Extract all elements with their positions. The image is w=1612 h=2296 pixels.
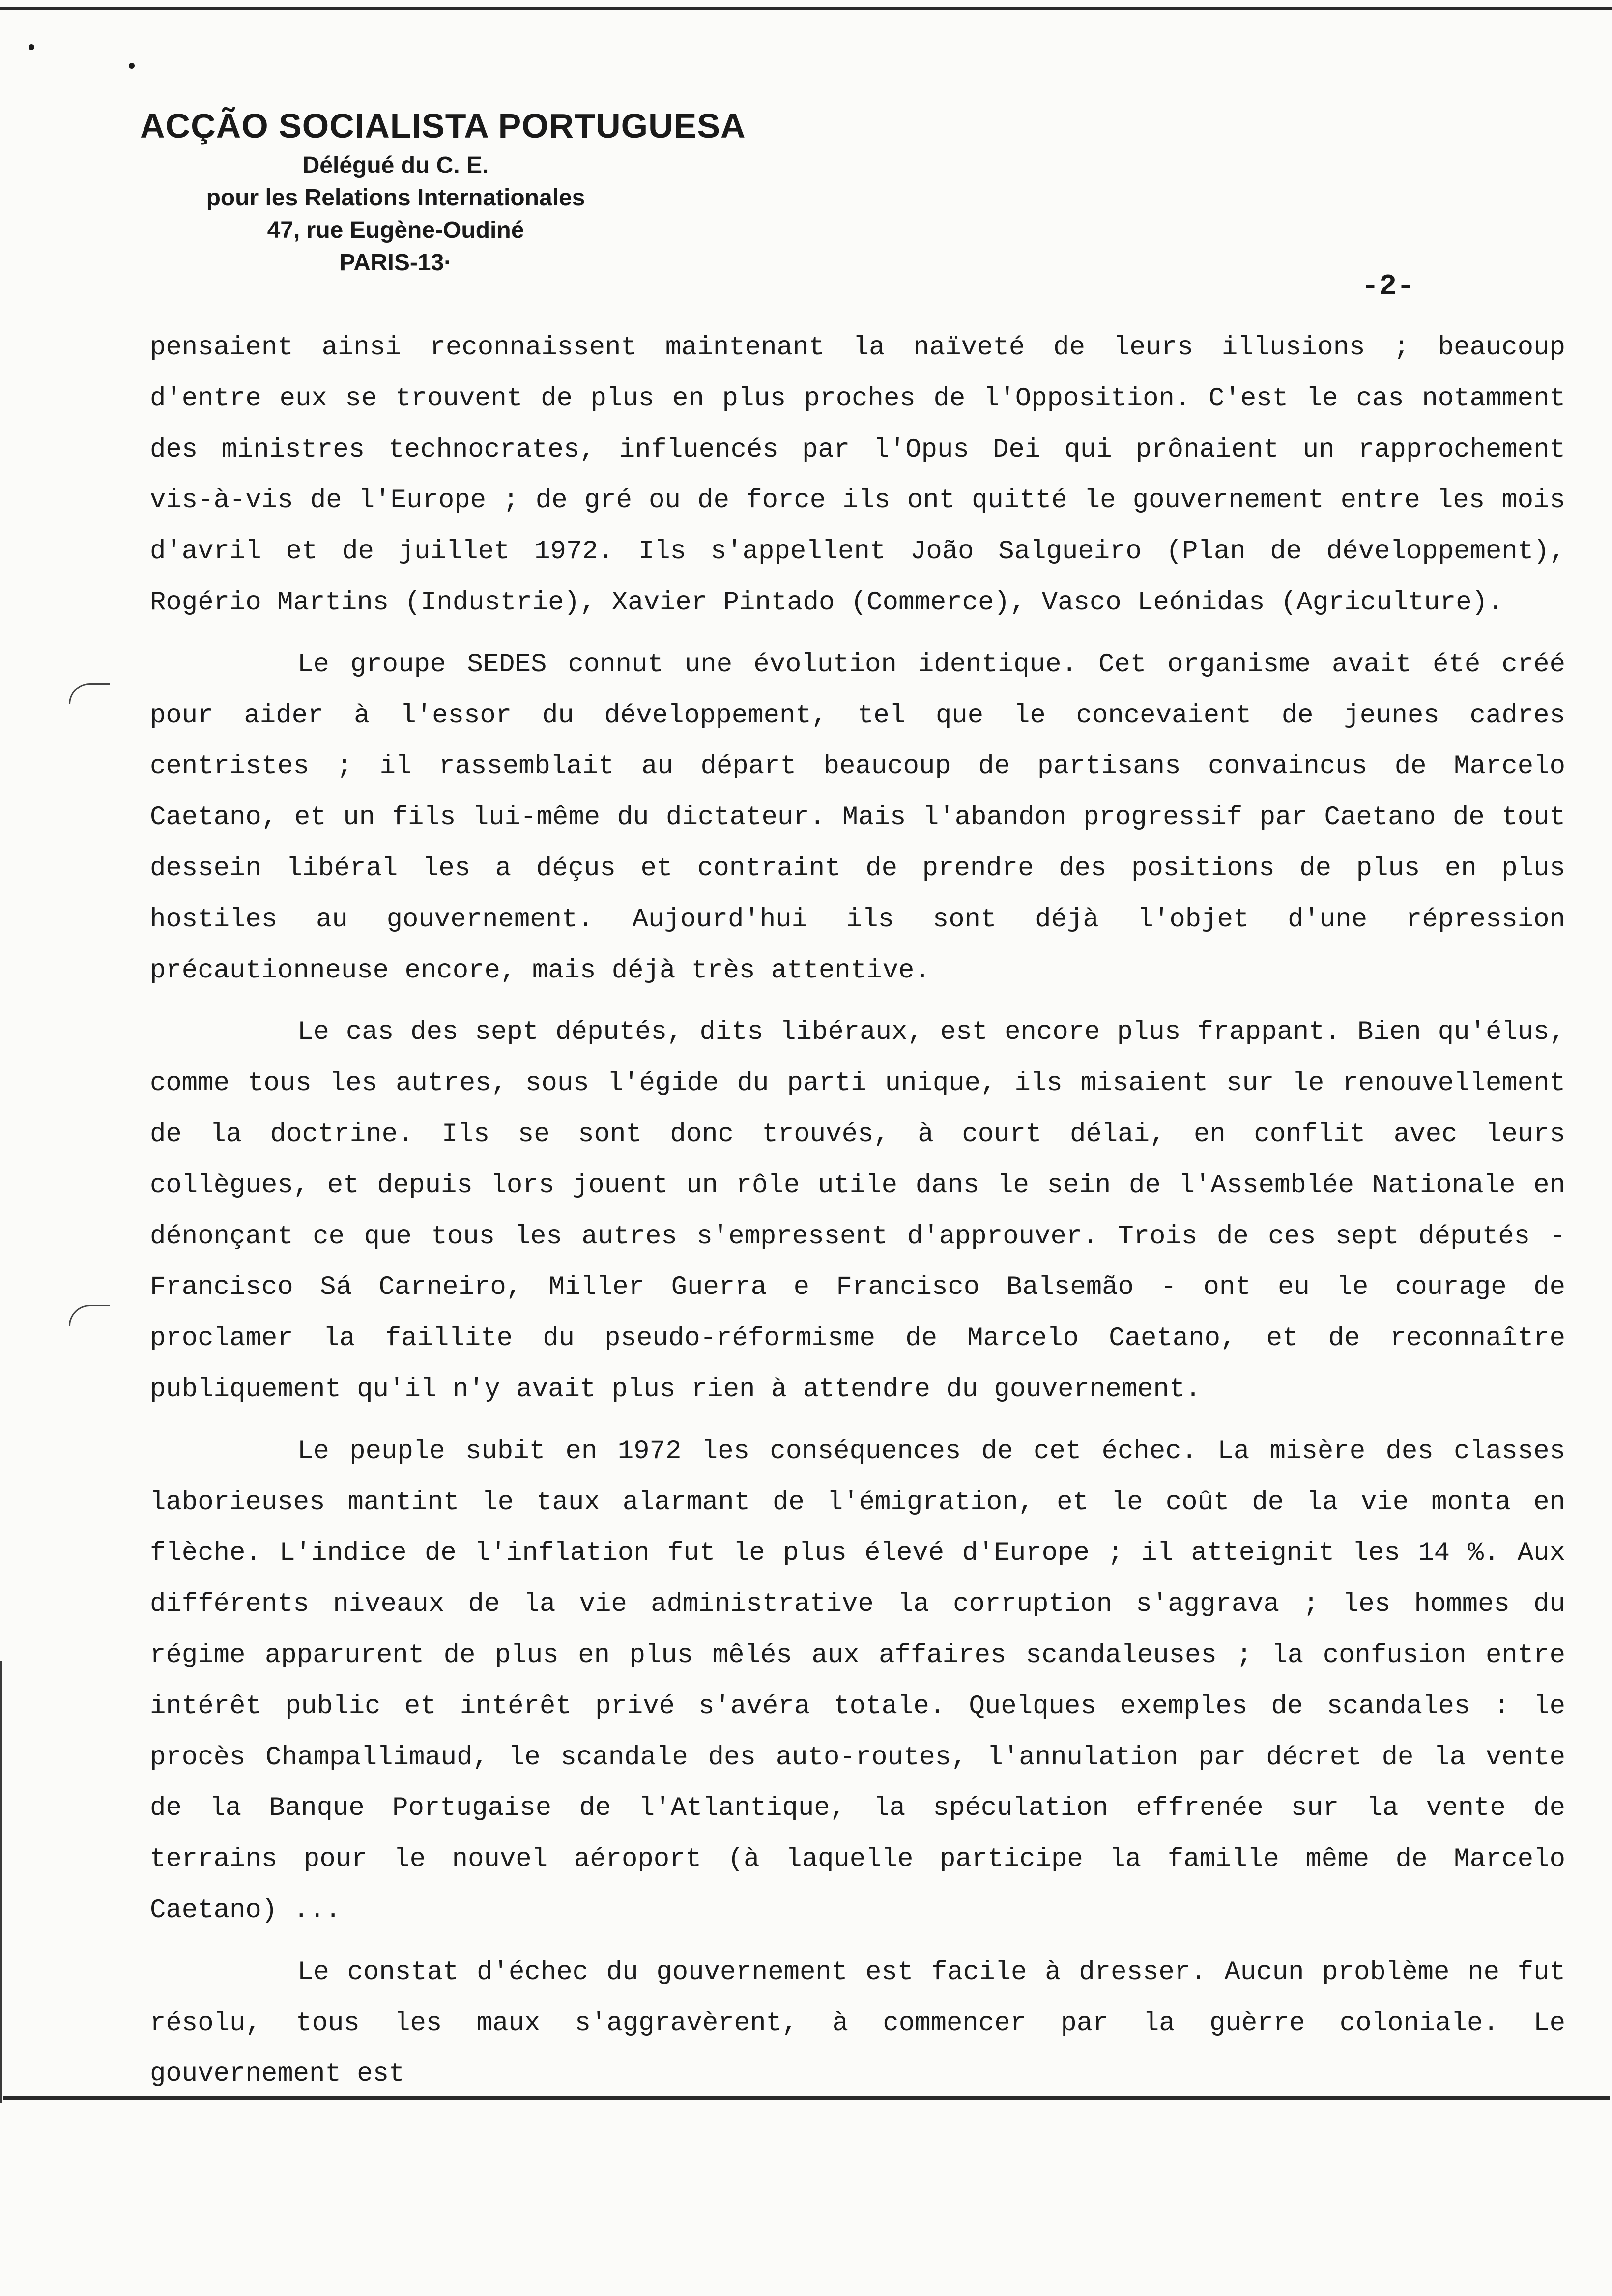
margin-mark: [69, 1305, 110, 1326]
letterhead-department: pour les Relations Internationales: [206, 185, 585, 211]
margin-mark: [69, 683, 110, 704]
left-edge-shadow: [0, 1661, 2, 2103]
letterhead: [140, 102, 779, 279]
paragraph: pensaient ainsi reconnaissent maintenant la naïveté de leurs illusions ; beaucoup d'entre eux se trouvent de plus en plus proches de l'Opposition. C'est le cas notamment des ministres technocrates, influencés par l'Opus Dei qui prônaient un rapprochement vis-à-vis de l'Europe ; de gré ou de force ils ont quitté le gouvernement entre les mois d'avril et de juillet 1972. Ils s'appellent João Salgueiro (Plan de développement), Rogério Martins (Industrie), Xavier Pintado (Commerce), Vasco Leónidas (Agriculture).: [150, 333, 1565, 618]
body-text: [150, 322, 1565, 2100]
paragraph: Le constat d'échec du gouvernement est facile à dresser. Aucun problème ne fut résolu, tous les maux s'aggravèrent, à commencer par la guèrre coloniale. Le gouvernement est: [150, 1957, 1565, 2090]
punch-mark: [129, 63, 135, 69]
letterhead-delegate: Délégué du C. E.: [302, 152, 489, 178]
letterhead-city: PARIS-13·: [339, 250, 452, 276]
letterhead-street: 47, rue Eugène-Oudiné: [267, 217, 524, 243]
organization-name: ACÇÃO SOCIALISTA PORTUGUESA: [140, 107, 746, 145]
top-edge-line: [0, 7, 1612, 10]
paragraph: Le groupe SEDES connut une évolution identique. Cet organisme avait été créé pour aider à l'essor du développement, tel que le concevaient de jeunes cadres centristes ; il rassemblait au départ beaucoup de partisans convaincus de Marcelo Caetano, et un fils lui-même du dictateur. Mais l'abandon progressif par Caetano de tout dessein libéral les a déçus et contraint de prendre des positions de plus en plus hostiles au gouvernement. Aujourd'hui ils sont déjà l'objet d'une répression précautionneuse encore, mais déjà très attentive.: [150, 649, 1565, 986]
page-number: -2-: [1361, 270, 1415, 304]
paragraph: Le cas des sept députés, dits libéraux, est encore plus frappant. Bien qu'élus, comme tous les autres, sous l'égide du parti unique, ils misaient sur le renouvellement de la doctrine. Ils se sont donc trouvés, à court délai, en conflit avec leurs collègues, et depuis lors jouent un rôle utile dans le sein de l'Assemblée Nationale en dénonçant ce que tous les autres s'empressent d'approuver. Trois de ces sept députés - Francisco Sá Carneiro, Miller Guerra e Francisco Balsemão - ont eu le courage de proclamer la faillite du pseudo-réformisme de Marcelo Caetano, et de reconnaître publiquement qu'il n'y avait plus rien à attendre du gouvernement.: [150, 1017, 1565, 1405]
paragraph: Le peuple subit en 1972 les conséquences de cet échec. La misère des classes laborieuses mantint le taux alarmant de l'émigration, et le coût de la vie monta en flèche. L'indice de l'inflation fut le plus élevé d'Europe ; il atteignit les 14 %. Aux différents niveaux de la vie administrative la corruption s'aggrava ; les hommes du régime apparurent de plus en plus mêlés aux affaires scandaleuses ; la confusion entre intérêt public et intérêt privé s'avéra totale. Quelques exemples de scandales : le procès Champallimaud, le scandale des auto-routes, l'annulation par décret de la vente de la Banque Portugaise de l'Atlantique, la spéculation effrenée sur la vente de terrains pour le nouvel aéroport (à laquelle participe la famille même de Marcelo Caetano) ...: [150, 1436, 1565, 1925]
punch-mark: [29, 44, 34, 50]
